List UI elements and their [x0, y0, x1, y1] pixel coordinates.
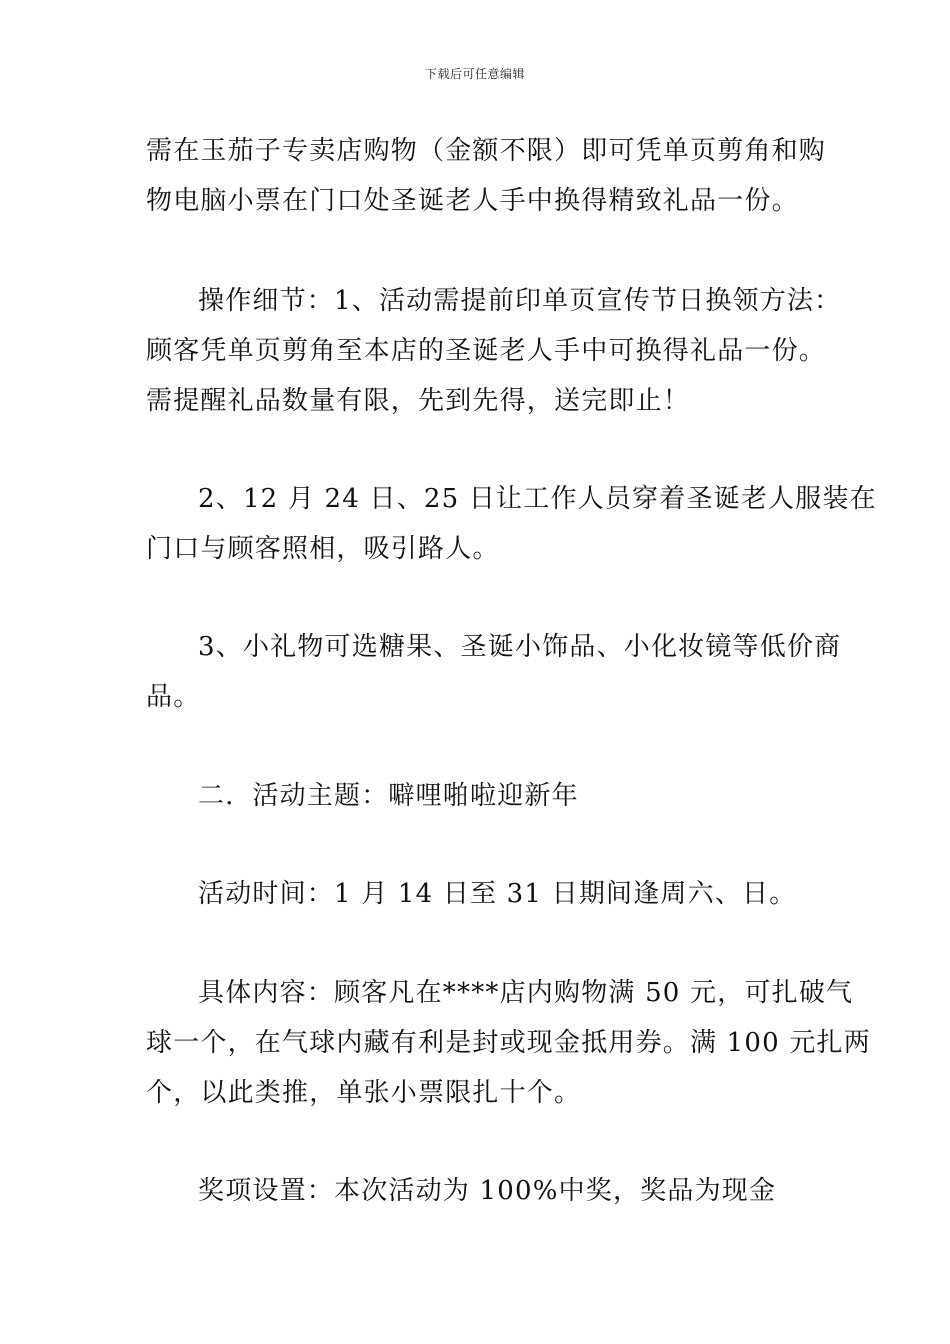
paragraph-line: 二．活动主题：噼哩啪啦迎新年 — [198, 781, 579, 811]
paragraph-line: 奖项设置：本次活动为 100%中奖，奖品为现金 — [198, 1176, 777, 1206]
paragraph-activity-theme — [146, 771, 810, 821]
paragraph-line: 2、12 月 24 日、25 日让工作人员穿着圣诞老人服装在 — [198, 484, 877, 514]
paragraph-santa-photos — [146, 474, 877, 574]
paragraph-line: 3、小礼物可选糖果、圣诞小饰品、小化妆镜等低价商 — [198, 632, 842, 662]
paragraph-line: 需在玉茄子专卖店购物（金额不限）即可凭单页剪角和购 — [146, 136, 827, 166]
paragraph-line: 活动时间：1 月 14 日至 31 日期间逢周六、日。 — [198, 879, 797, 909]
paragraph-gift-redemption — [146, 126, 827, 226]
paragraph-specific-content — [146, 968, 871, 1118]
paragraph-line: 门口与顾客照相，吸引路人。 — [146, 534, 500, 564]
paragraph-line: 操作细节：1、活动需提前印单页宣传节日换领方法： — [198, 286, 842, 316]
paragraph-line: 顾客凭单页剪角至本店的圣诞老人手中可换得礼品一份。 — [146, 336, 827, 366]
paragraph-line: 物电脑小票在门口处圣诞老人手中换得精致礼品一份。 — [146, 186, 799, 216]
paragraph-line: 球一个，在气球内藏有利是封或现金抵用券。满 100 元扎两 — [146, 1028, 871, 1058]
paragraph-line: 个，以此类推，单张小票限扎十个。 — [146, 1078, 582, 1108]
paragraph-operation-details — [146, 276, 842, 426]
paragraph-prize-setup — [146, 1166, 810, 1216]
page-header: 下载后可任意编辑 — [424, 67, 525, 81]
paragraph-small-gifts — [146, 622, 842, 722]
paragraph-line: 需提醒礼品数量有限，先到先得，送完即止！ — [146, 386, 691, 416]
paragraph-line: 品。 — [146, 682, 201, 712]
paragraph-activity-time — [146, 869, 810, 919]
paragraph-line: 具体内容：顾客凡在****店内购物满 50 元，可扎破气 — [198, 978, 854, 1008]
